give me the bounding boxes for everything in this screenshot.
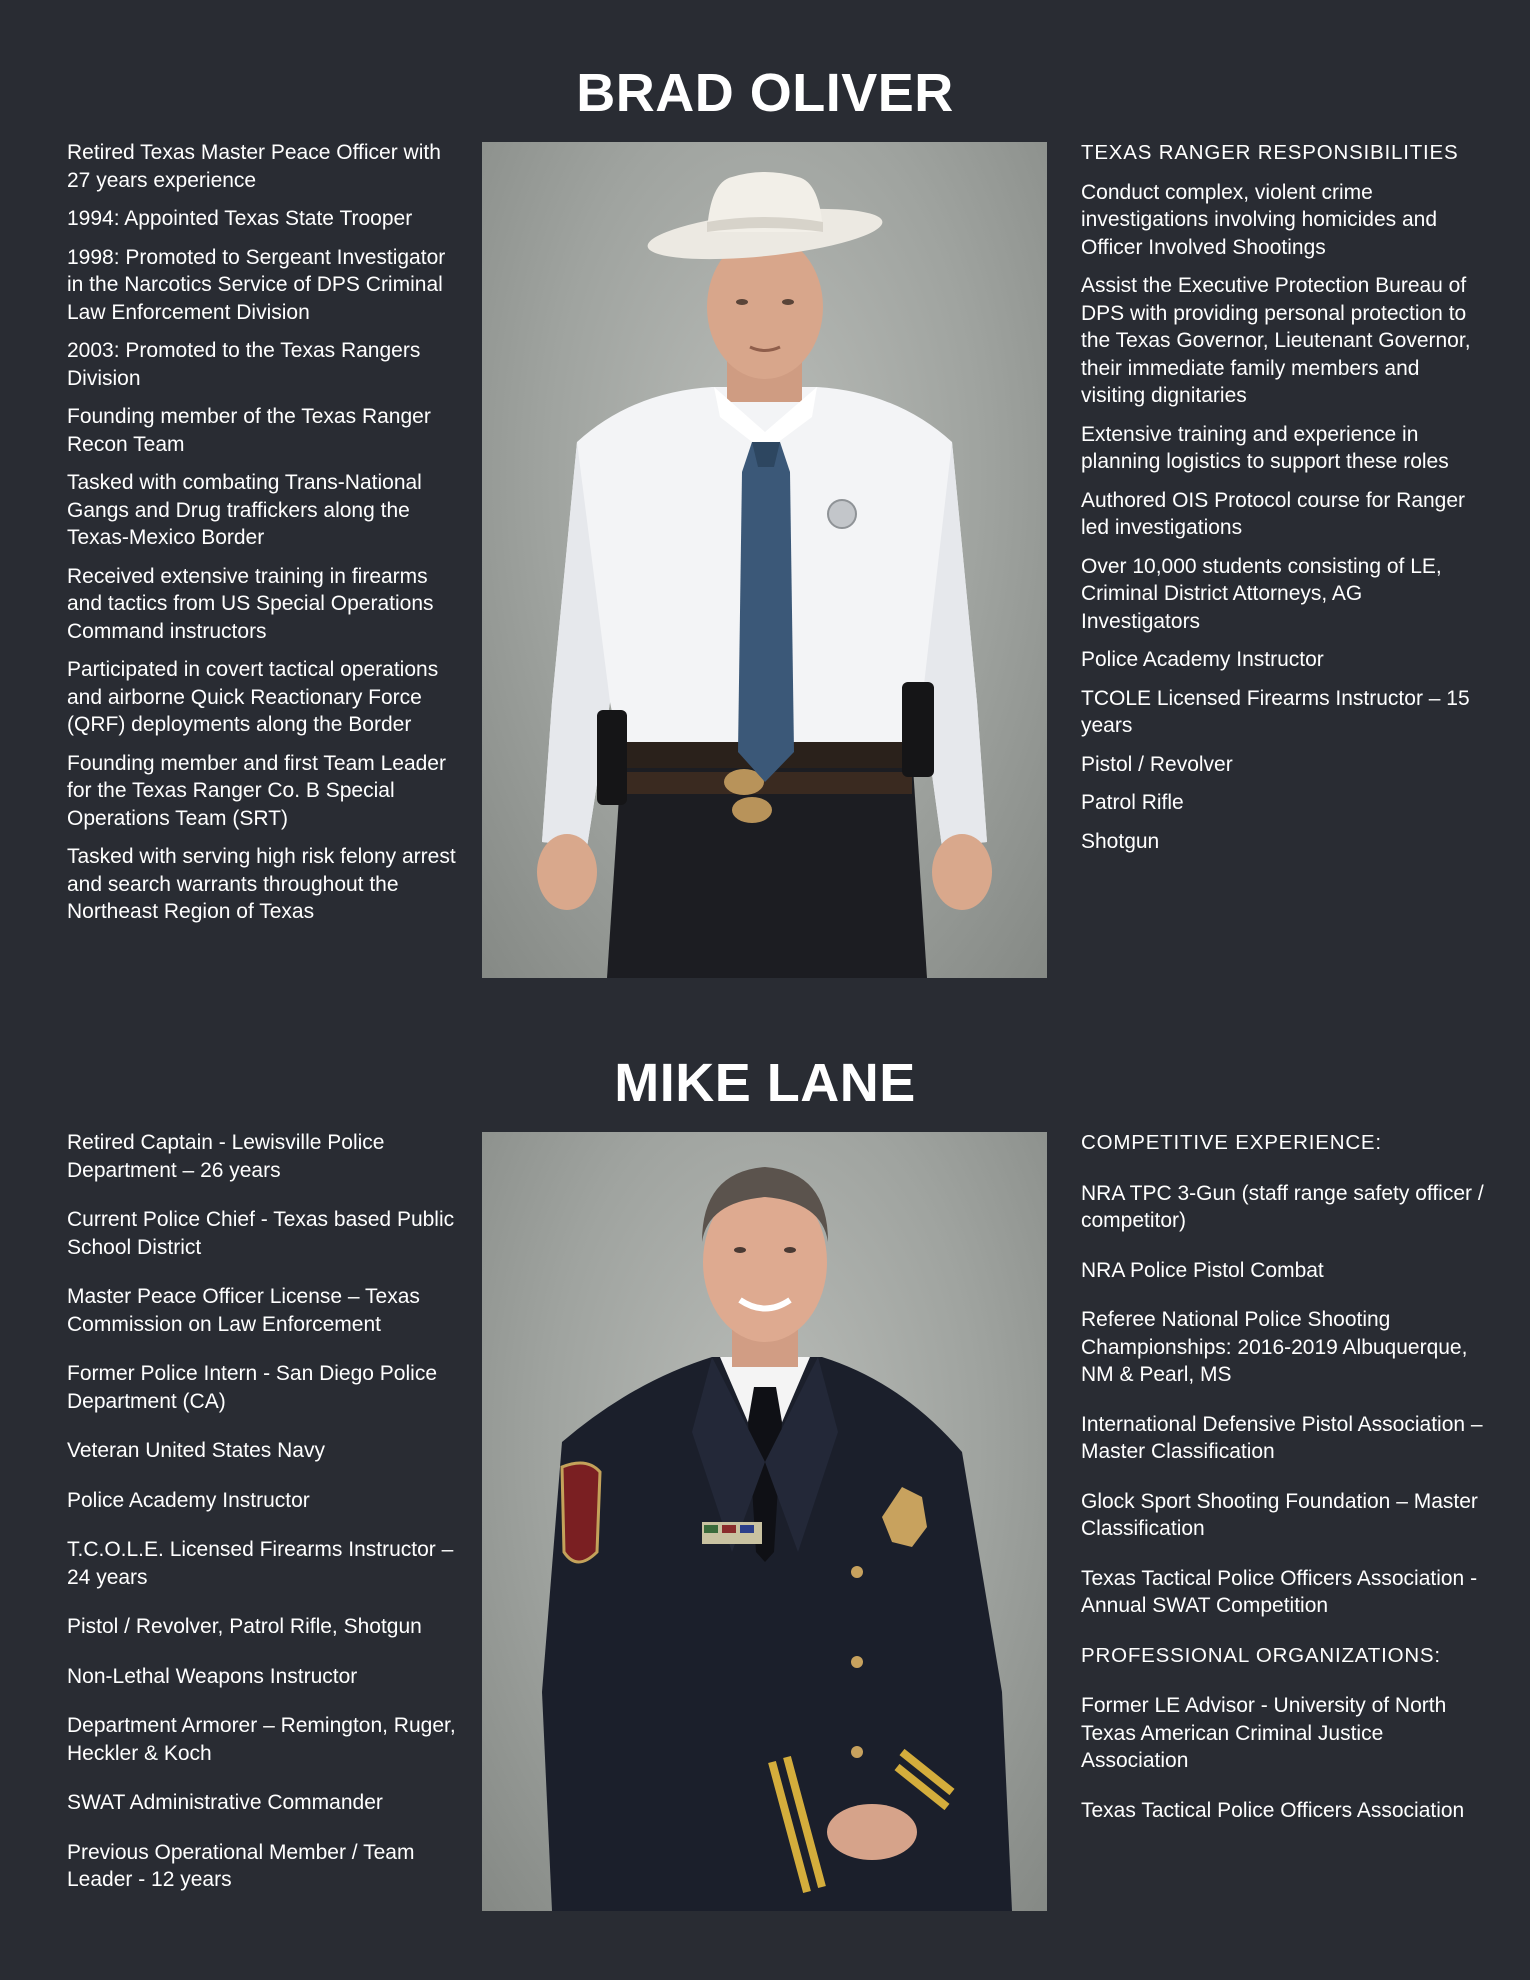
list-item: Participated in covert tactical operations and airborne Quick Reactionary Force (QRF) deployments along the Border xyxy=(67,658,439,736)
list-item: Extensive training and experience in planning logistics to support these roles xyxy=(1081,422,1449,473)
list-item: Texas Tactical Police Officers Association xyxy=(1081,1798,1465,1822)
officer-2-name: MIKE LANE xyxy=(614,1053,916,1113)
list-item: Department Armorer – Remington, Ruger, Heckler & Koch xyxy=(67,1714,456,1765)
list-item: NRA Police Pistol Combat xyxy=(1081,1258,1324,1282)
list-item: SWAT Administrative Commander xyxy=(67,1791,383,1814)
list-item: Patrol Rifle xyxy=(1081,791,1184,814)
list-item: Veteran United States Navy xyxy=(67,1439,325,1462)
officer-1-career-list xyxy=(67,139,462,937)
list-item: Texas Tactical Police Officers Association - Annual SWAT Competition xyxy=(1081,1566,1478,1617)
officer-1-responsibilities-list xyxy=(1081,139,1486,866)
competitive-experience-heading: COMPETITIVE EXPERIENCE: xyxy=(1081,1131,1382,1154)
list-item: 1998: Promoted to Sergeant Investigator in the Narcotics Service of DPS Criminal Law Enforcement Division xyxy=(67,245,446,324)
list-item: Previous Operational Member / Team Leader - 12 years xyxy=(67,1840,415,1891)
list-item: Tasked with serving high risk felony arrest and search warrants throughout the Northeast Region of Texas xyxy=(67,845,456,923)
professional-organizations-heading: PROFESSIONAL ORGANIZATIONS: xyxy=(1081,1643,1441,1667)
officer-1-portrait xyxy=(482,142,1047,978)
list-item: Over 10,000 students consisting of LE, Criminal District Attorneys, AG Investigators xyxy=(1081,554,1442,633)
list-item: NRA TPC 3-Gun (staff range safety officer / competitor) xyxy=(1081,1181,1484,1232)
list-item: Tasked with combating Trans-National Gangs and Drug traffickers along the Texas-Mexico Border xyxy=(67,471,422,549)
section-heading: TEXAS RANGER RESPONSIBILITIES xyxy=(1081,141,1459,164)
list-item: Referee National Police Shooting Championships: 2016-2019 Albuquerque, NM & Pearl, MS xyxy=(1081,1308,1468,1386)
list-item: Assist the Executive Protection Bureau of DPS with providing personal protection to the Texas Governor, Lieutenant Governor, their immediate family members and visiting dignitaries xyxy=(1081,274,1471,407)
ranger-portrait-illustration xyxy=(482,142,1047,978)
list-item: Received extensive training in firearms and tactics from US Special Operations Command instructors xyxy=(67,564,434,643)
list-item: Glock Sport Shooting Foundation – Master Classification xyxy=(1081,1489,1478,1540)
list-item: 1994: Appointed Texas State Trooper xyxy=(67,207,413,230)
officer-2-portrait xyxy=(482,1132,1047,1911)
list-item: Master Peace Officer License – Texas Commission on Law Enforcement xyxy=(67,1285,420,1336)
list-item: International Defensive Pistol Association – Master Classification xyxy=(1081,1412,1483,1463)
officer-2-experience-list xyxy=(1081,1129,1486,1846)
list-item: Pistol / Revolver, Patrol Rifle, Shotgun xyxy=(67,1615,422,1638)
list-item: TCOLE Licensed Firearms Instructor – 15 years xyxy=(1081,686,1470,737)
list-item: Founding member of the Texas Ranger Recon Team xyxy=(67,405,431,456)
list-item: Police Academy Instructor xyxy=(67,1488,310,1512)
officer-2-career-list xyxy=(67,1129,462,1916)
list-item: Shotgun xyxy=(1081,829,1160,853)
list-item: Conduct complex, violent crime investigations involving homicides and Officer Involved Shootings xyxy=(1081,180,1438,259)
list-item: Pistol / Revolver xyxy=(1081,752,1233,776)
officer-1-name: BRAD OLIVER xyxy=(576,63,954,123)
list-item: Authored OIS Protocol course for Ranger led investigations xyxy=(1081,488,1466,539)
list-item: Founding member and first Team Leader for the Texas Ranger Co. B Special Operations Team (SRT) xyxy=(67,751,446,830)
list-item: Police Academy Instructor xyxy=(1081,648,1324,671)
police-chief-portrait-illustration xyxy=(482,1132,1047,1911)
list-item: Non-Lethal Weapons Instructor xyxy=(67,1664,358,1688)
list-item: Current Police Chief - Texas based Public School District xyxy=(67,1208,455,1259)
list-item: Former LE Advisor - University of North Texas American Criminal Justice Association xyxy=(1081,1694,1447,1772)
list-item: 2003: Promoted to the Texas Rangers Division xyxy=(67,339,421,390)
list-item: Retired Captain - Lewisville Police Department – 26 years xyxy=(67,1131,385,1182)
list-item: T.C.O.L.E. Licensed Firearms Instructor – 24 years xyxy=(67,1538,454,1589)
list-item: Retired Texas Master Peace Officer with 27 years experience xyxy=(67,141,441,192)
list-item: Former Police Intern - San Diego Police Department (CA) xyxy=(67,1362,437,1413)
